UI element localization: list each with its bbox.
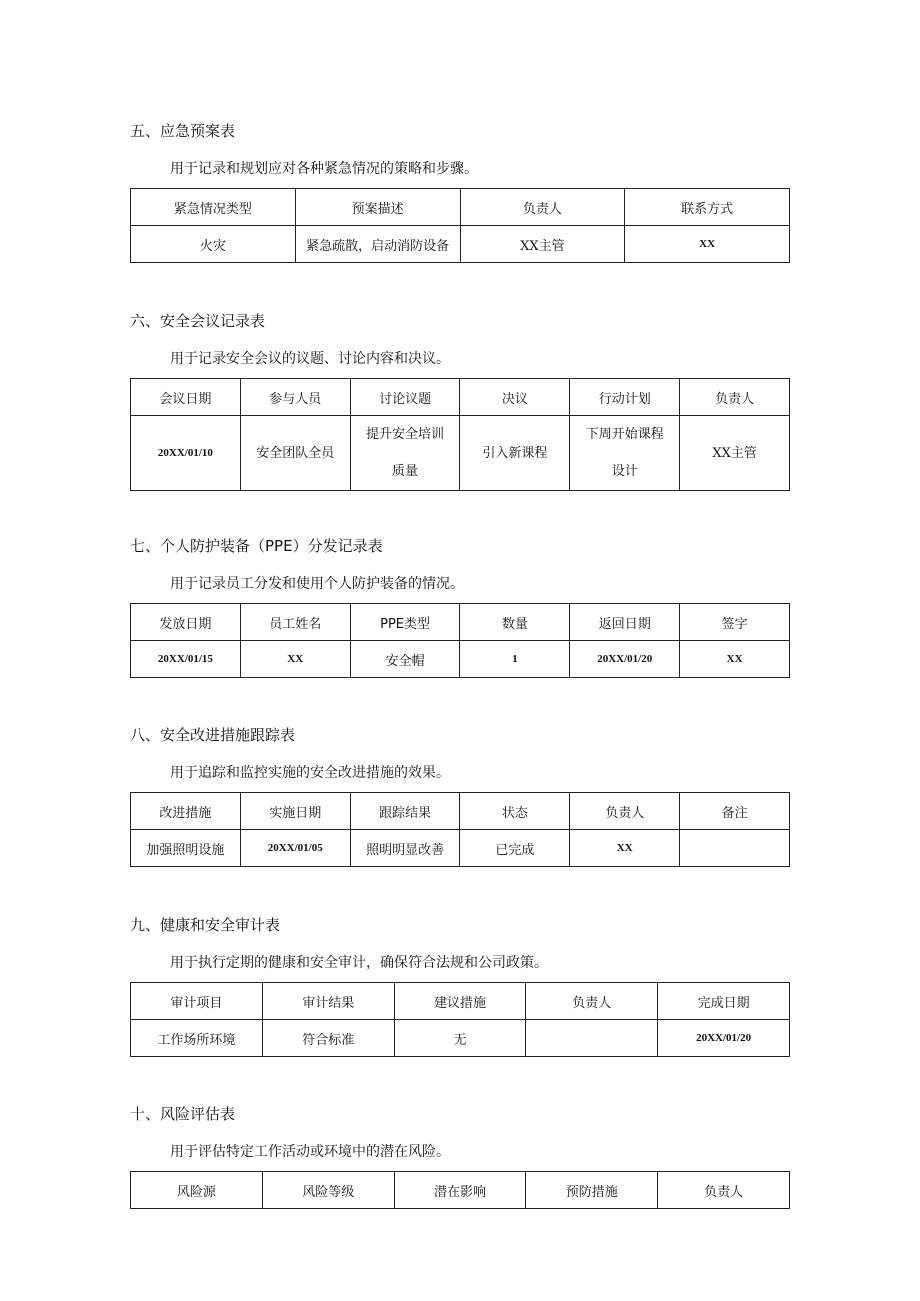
column-header: 联系方式 xyxy=(625,189,790,226)
section-heading: 八、安全改进措施跟踪表 xyxy=(130,726,296,744)
table-row xyxy=(131,226,790,263)
table-row xyxy=(131,416,790,491)
column-header: 行动计划 xyxy=(570,379,680,416)
cell-text: 下周开始课程设计 xyxy=(585,427,664,479)
column-header: 审计项目 xyxy=(131,983,263,1020)
section-safety-improvement xyxy=(130,724,790,867)
table-cell: 1 xyxy=(460,641,570,678)
table-cell: XX主管 xyxy=(460,226,625,263)
table-cell: 20XX/01/05 xyxy=(240,830,350,867)
table-header-row xyxy=(131,189,790,226)
section-risk-assessment xyxy=(130,1103,790,1209)
table-cell: 加强照明设施 xyxy=(131,830,241,867)
table-row xyxy=(131,1020,790,1057)
section-description: 用于执行定期的健康和安全审计，确保符合法规和公司政策。 xyxy=(170,955,548,971)
section-description: 用于评估特定工作活动或环境中的潜在风险。 xyxy=(170,1144,450,1160)
section-heading: 九、健康和安全审计表 xyxy=(130,916,281,934)
column-header: 负责人 xyxy=(680,379,790,416)
table-row xyxy=(131,830,790,867)
table-cell xyxy=(680,830,790,867)
table-cell: 20XX/01/10 xyxy=(131,416,241,491)
table-cell: 已完成 xyxy=(460,830,570,867)
column-header: 参与人员 xyxy=(240,379,350,416)
section-heading: 七、个人防护装备（PPE）分发记录表 xyxy=(130,537,383,555)
table-cell: 20XX/01/20 xyxy=(570,641,680,678)
table-header-row xyxy=(131,1172,790,1209)
table-cell: XX xyxy=(570,830,680,867)
column-header: 完成日期 xyxy=(658,983,790,1020)
safety-improvement-table xyxy=(130,792,790,867)
section-heading: 五、应急预案表 xyxy=(130,122,236,140)
table-cell: XX xyxy=(680,641,790,678)
cell-text: 提升安全培训质量 xyxy=(366,427,445,479)
section-ppe-distribution xyxy=(130,535,790,678)
column-header: 签字 xyxy=(680,604,790,641)
section-health-safety-audit xyxy=(130,914,790,1057)
column-header: 建议措施 xyxy=(394,983,526,1020)
column-header: PPE类型 xyxy=(350,604,460,641)
column-header: 员工姓名 xyxy=(240,604,350,641)
risk-assessment-table xyxy=(130,1171,790,1209)
table-cell: XX主管 xyxy=(680,416,790,491)
table-cell xyxy=(350,416,460,491)
column-header: 会议日期 xyxy=(131,379,241,416)
column-header: 负责人 xyxy=(526,983,658,1020)
column-header: 风险等级 xyxy=(262,1172,394,1209)
table-cell: 20XX/01/15 xyxy=(131,641,241,678)
section-safety-meeting xyxy=(130,310,790,491)
table-cell: 安全团队全员 xyxy=(240,416,350,491)
table-cell xyxy=(526,1020,658,1057)
column-header: 负责人 xyxy=(460,189,625,226)
column-header: 预防措施 xyxy=(526,1172,658,1209)
column-header: 返回日期 xyxy=(570,604,680,641)
column-header: 紧急情况类型 xyxy=(131,189,296,226)
table-cell: XX xyxy=(240,641,350,678)
table-header-row xyxy=(131,379,790,416)
table-cell: 安全帽 xyxy=(350,641,460,678)
table-cell xyxy=(570,416,680,491)
section-description: 用于追踪和监控实施的安全改进措施的效果。 xyxy=(170,765,450,781)
safety-meeting-table xyxy=(130,378,790,491)
section-description: 用于记录安全会议的议题、讨论内容和决议。 xyxy=(170,351,450,367)
table-cell: XX xyxy=(625,226,790,263)
table-cell: 20XX/01/20 xyxy=(658,1020,790,1057)
column-header: 跟踪结果 xyxy=(350,793,460,830)
column-header: 审计结果 xyxy=(262,983,394,1020)
column-header: 状态 xyxy=(460,793,570,830)
column-header: 备注 xyxy=(680,793,790,830)
section-description: 用于记录员工分发和使用个人防护装备的情况。 xyxy=(170,576,464,592)
column-header: 预案描述 xyxy=(295,189,460,226)
section-heading: 六、安全会议记录表 xyxy=(130,312,266,330)
column-header: 讨论议题 xyxy=(350,379,460,416)
table-cell: 符合标准 xyxy=(262,1020,394,1057)
column-header: 负责人 xyxy=(658,1172,790,1209)
column-header: 发放日期 xyxy=(131,604,241,641)
column-header: 数量 xyxy=(460,604,570,641)
ppe-distribution-table xyxy=(130,603,790,678)
section-description: 用于记录和规划应对各种紧急情况的策略和步骤。 xyxy=(170,161,478,177)
column-header: 潜在影响 xyxy=(394,1172,526,1209)
table-header-row xyxy=(131,983,790,1020)
column-header: 负责人 xyxy=(570,793,680,830)
section-heading: 十、风险评估表 xyxy=(130,1105,236,1123)
column-header: 风险源 xyxy=(131,1172,263,1209)
table-cell: 火灾 xyxy=(131,226,296,263)
table-cell: 工作场所环境 xyxy=(131,1020,263,1057)
table-cell: 照明明显改善 xyxy=(350,830,460,867)
table-header-row xyxy=(131,604,790,641)
table-header-row xyxy=(131,793,790,830)
table-cell: 紧急疏散，启动消防设备 xyxy=(295,226,460,263)
table-cell: 无 xyxy=(394,1020,526,1057)
column-header: 改进措施 xyxy=(131,793,241,830)
table-row xyxy=(131,641,790,678)
column-header: 决议 xyxy=(460,379,570,416)
health-safety-audit-table xyxy=(130,982,790,1057)
section-emergency-plan xyxy=(130,120,790,263)
table-cell: 引入新课程 xyxy=(460,416,570,491)
emergency-plan-table xyxy=(130,188,790,263)
column-header: 实施日期 xyxy=(240,793,350,830)
